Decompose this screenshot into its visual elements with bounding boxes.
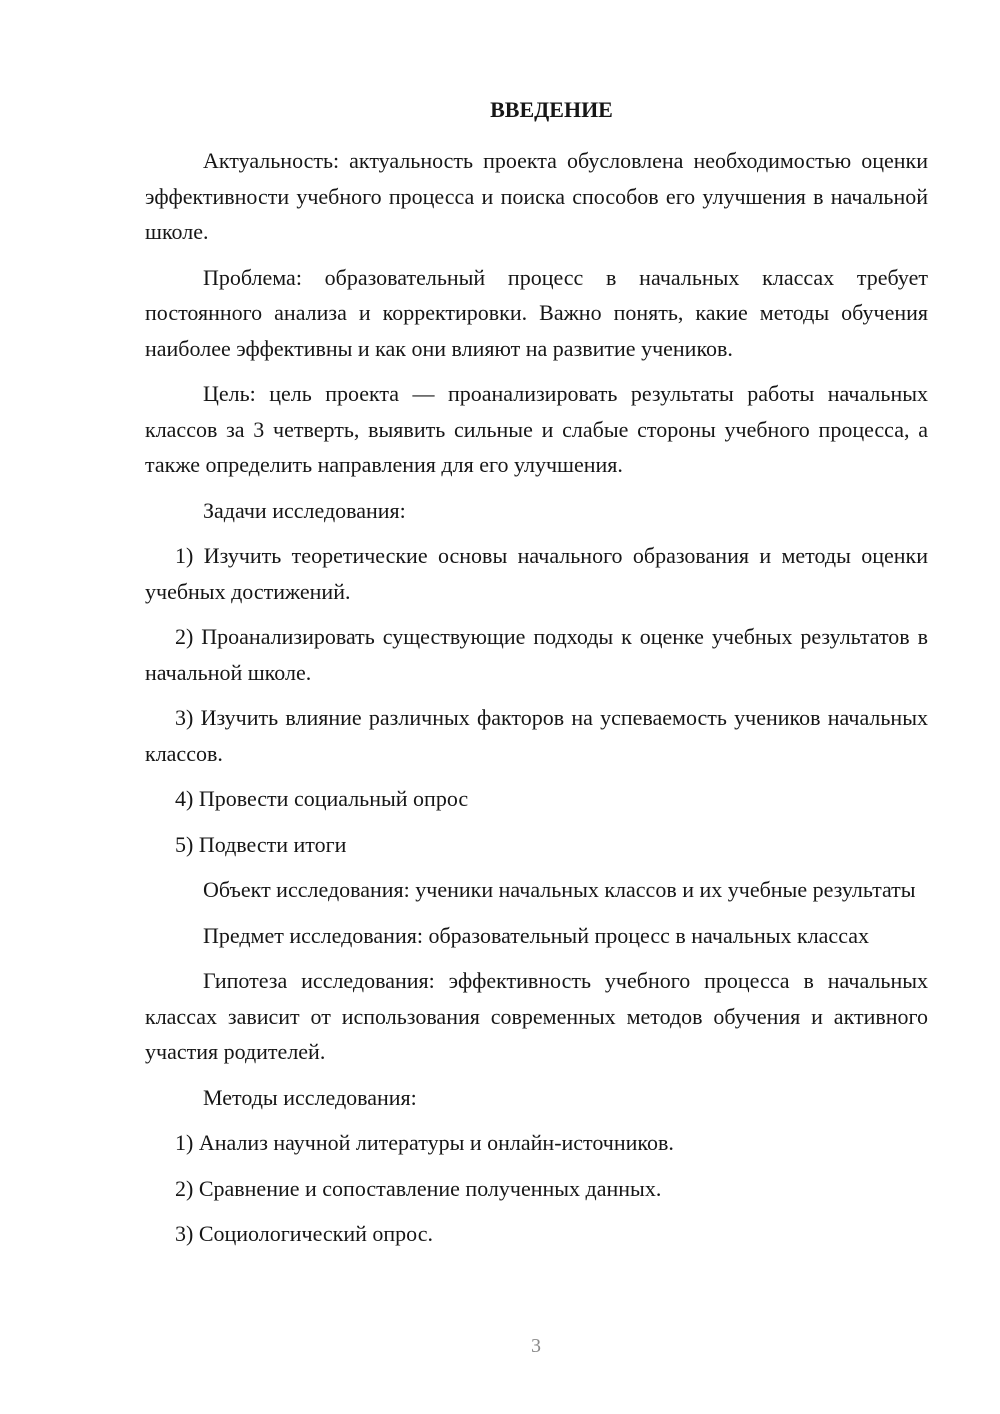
object-paragraph: Объект исследования: ученики начальных классов и их учебные результаты <box>203 877 916 902</box>
methods-heading: Методы исследования: <box>203 1084 417 1110</box>
relevance-paragraph: Актуальность: актуальность проекта обусловлена необходимостью оценки эффективности учебного процесса и поиска способов его улучшения в начальной школе. <box>145 148 928 244</box>
method-item-2: 2) Сравнение и сопоставление полученных данных. <box>175 1175 662 1201</box>
goal-paragraph: Цель: цель проекта — проанализировать результаты работы начальных классов за 3 четверть, выявить сильные и слабые стороны учебного процесса, а также определить направления для его улучшения. <box>145 381 928 477</box>
task-item-3: 3) Изучить влияние различных факторов на успеваемость учеников начальных классов. <box>145 705 928 766</box>
subject-paragraph: Предмет исследования: образовательный процесс в начальных классах <box>203 922 869 948</box>
page-title: ВВЕДЕНИЕ <box>490 97 613 122</box>
problem-paragraph: Проблема: образовательный процесс в начальных классах требует постоянного анализа и корректировки. Важно понять, какие методы обучения наиболее эффективны и как они влияют на развитие учеников. <box>145 264 928 361</box>
method-item-3: 3) Социологический опрос. <box>175 1221 433 1246</box>
task-item-1: 1) Изучить теоретические основы начального образования и методы оценки учебных достижений. <box>145 543 928 604</box>
hypothesis-paragraph: Гипотеза исследования: эффективность учебного процесса в начальных классах зависит от использования современных методов обучения и активного участия родителей. <box>145 968 928 1064</box>
task-item-2: 2) Проанализировать существующие подходы к оценке учебных результатов в начальной школе. <box>145 624 928 685</box>
task-item-4: 4) Провести социальный опрос <box>175 786 469 811</box>
document-body <box>145 96 928 1262</box>
method-item-1: 1) Анализ научной литературы и онлайн-источников. <box>175 1130 674 1155</box>
page-number: 3 <box>531 1335 541 1357</box>
tasks-heading: Задачи исследования: <box>203 497 406 523</box>
task-item-5: 5) Подвести итоги <box>175 831 347 857</box>
